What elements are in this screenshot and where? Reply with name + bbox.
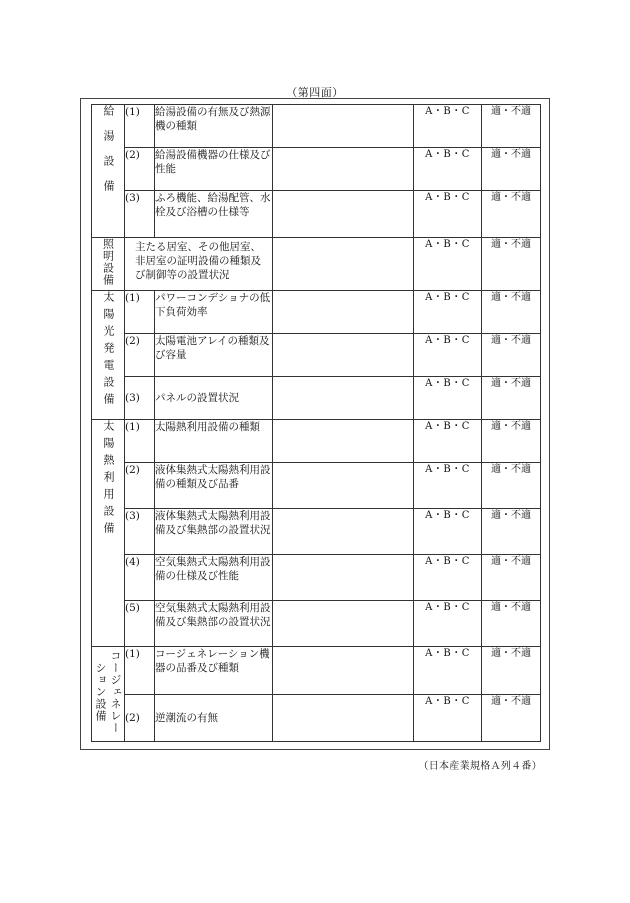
- table-row: [92, 463, 541, 509]
- table-row: [92, 555, 541, 601]
- inspection-table: [91, 104, 541, 742]
- remarks-cell[interactable]: [273, 463, 414, 509]
- remarks-cell[interactable]: [273, 238, 414, 291]
- item-label: 液体集熱式太陽熱利用設備の種類及び品番: [155, 463, 273, 509]
- remarks-cell[interactable]: [273, 148, 414, 191]
- judge-options[interactable]: 適・不適: [482, 191, 541, 238]
- remarks-cell[interactable]: [273, 377, 414, 420]
- grade-options[interactable]: A・B・C: [414, 191, 482, 238]
- category-label: コージェネレーション設備: [94, 650, 122, 734]
- item-label: 逆潮流の有無: [155, 695, 273, 742]
- item-number: (3): [125, 191, 155, 238]
- table-row: [92, 509, 541, 555]
- table-row: [92, 148, 541, 191]
- item-number: (1): [125, 647, 155, 695]
- item-number: (2): [125, 148, 155, 191]
- remarks-cell[interactable]: [273, 191, 414, 238]
- judge-options[interactable]: 適・不適: [482, 291, 541, 334]
- judge-options[interactable]: 適・不適: [482, 555, 541, 601]
- item-number: (3): [125, 377, 155, 420]
- item-label: ふろ機能、給湯配管、水栓及び浴槽の仕様等: [155, 191, 273, 238]
- judge-options[interactable]: 適・不適: [482, 105, 541, 148]
- remarks-cell[interactable]: [273, 601, 414, 647]
- item-label: 太陽熱利用設備の種類: [155, 420, 273, 463]
- table-row: [92, 238, 541, 291]
- table-row: [92, 420, 541, 463]
- judge-options[interactable]: 適・不適: [482, 601, 541, 647]
- item-number: (1): [125, 105, 155, 148]
- remarks-cell[interactable]: [273, 555, 414, 601]
- grade-options[interactable]: A・B・C: [414, 509, 482, 555]
- table-row: [92, 105, 541, 148]
- item-label: パネルの設置状況: [155, 377, 273, 420]
- remarks-cell[interactable]: [273, 509, 414, 555]
- grade-options[interactable]: A・B・C: [414, 334, 482, 377]
- paper-size-note: （日本産業規格Ａ列４番）: [418, 761, 542, 772]
- remarks-cell[interactable]: [273, 420, 414, 463]
- judge-options[interactable]: 適・不適: [482, 148, 541, 191]
- item-label: 空気集熱式太陽熱利用設備の仕様及び性能: [155, 555, 273, 601]
- remarks-cell[interactable]: [273, 647, 414, 695]
- category-label: 照明設備: [101, 238, 115, 286]
- item-label: パワーコンデショナの低下負荷効率: [155, 291, 273, 334]
- grade-options[interactable]: A・B・C: [414, 463, 482, 509]
- grade-options[interactable]: A・B・C: [414, 377, 482, 420]
- category-cell: [92, 420, 125, 647]
- table-row: [92, 377, 541, 420]
- item-number: (3): [125, 509, 155, 555]
- grade-options[interactable]: A・B・C: [414, 647, 482, 695]
- grade-options[interactable]: A・B・C: [414, 695, 482, 742]
- item-label: 太陽電池アレイの種類及び容量: [155, 334, 273, 377]
- item-label: コージェネレーション機器の品番及び種類: [155, 647, 273, 695]
- item-number: (2): [125, 695, 155, 742]
- item-label: 主たる居室、その他居室、非居室の証明設備の種類及び制御等の設置状況: [125, 238, 273, 291]
- table-row: [92, 601, 541, 647]
- judge-options[interactable]: 適・不適: [482, 377, 541, 420]
- category-label: 太陽熱利用設備: [102, 420, 115, 539]
- judge-options[interactable]: 適・不適: [482, 509, 541, 555]
- grade-options[interactable]: A・B・C: [414, 105, 482, 148]
- page-number: （第四面）: [286, 86, 344, 99]
- category-cell: [92, 105, 125, 238]
- item-number: (2): [125, 334, 155, 377]
- item-number: (2): [125, 463, 155, 509]
- category-cell: [92, 291, 125, 420]
- judge-options[interactable]: 適・不適: [482, 695, 541, 742]
- grade-options[interactable]: A・B・C: [414, 555, 482, 601]
- judge-options[interactable]: 適・不適: [482, 420, 541, 463]
- item-label: 給湯設備機器の仕様及び性能: [155, 148, 273, 191]
- grade-options[interactable]: A・B・C: [414, 291, 482, 334]
- remarks-cell[interactable]: [273, 695, 414, 742]
- item-label: 液体集熱式太陽熱利用設備及び集熱部の設置状況: [155, 509, 273, 555]
- judge-options[interactable]: 適・不適: [482, 463, 541, 509]
- item-label: 空気集熱式太陽熱利用設備及び集熱部の設置状況: [155, 601, 273, 647]
- grade-options[interactable]: A・B・C: [414, 238, 482, 291]
- item-number: (1): [125, 291, 155, 334]
- remarks-cell[interactable]: [273, 291, 414, 334]
- table-row: [92, 647, 541, 695]
- category-label: 給湯設備: [102, 105, 115, 205]
- table-row: [92, 695, 541, 742]
- item-number: (4): [125, 555, 155, 601]
- grade-options[interactable]: A・B・C: [414, 148, 482, 191]
- table-row: [92, 191, 541, 238]
- category-label: 太陽光発電設備: [102, 291, 115, 410]
- item-number: (5): [125, 601, 155, 647]
- judge-options[interactable]: 適・不適: [482, 647, 541, 695]
- item-label: 給湯設備の有無及び熱源機の種類: [155, 105, 273, 148]
- judge-options[interactable]: 適・不適: [482, 238, 541, 291]
- table-row: [92, 291, 541, 334]
- remarks-cell[interactable]: [273, 334, 414, 377]
- category-cell: [92, 647, 125, 742]
- remarks-cell[interactable]: [273, 105, 414, 148]
- table-row: [92, 334, 541, 377]
- judge-options[interactable]: 適・不適: [482, 334, 541, 377]
- item-number: (1): [125, 420, 155, 463]
- grade-options[interactable]: A・B・C: [414, 420, 482, 463]
- category-cell: [92, 238, 125, 291]
- grade-options[interactable]: A・B・C: [414, 601, 482, 647]
